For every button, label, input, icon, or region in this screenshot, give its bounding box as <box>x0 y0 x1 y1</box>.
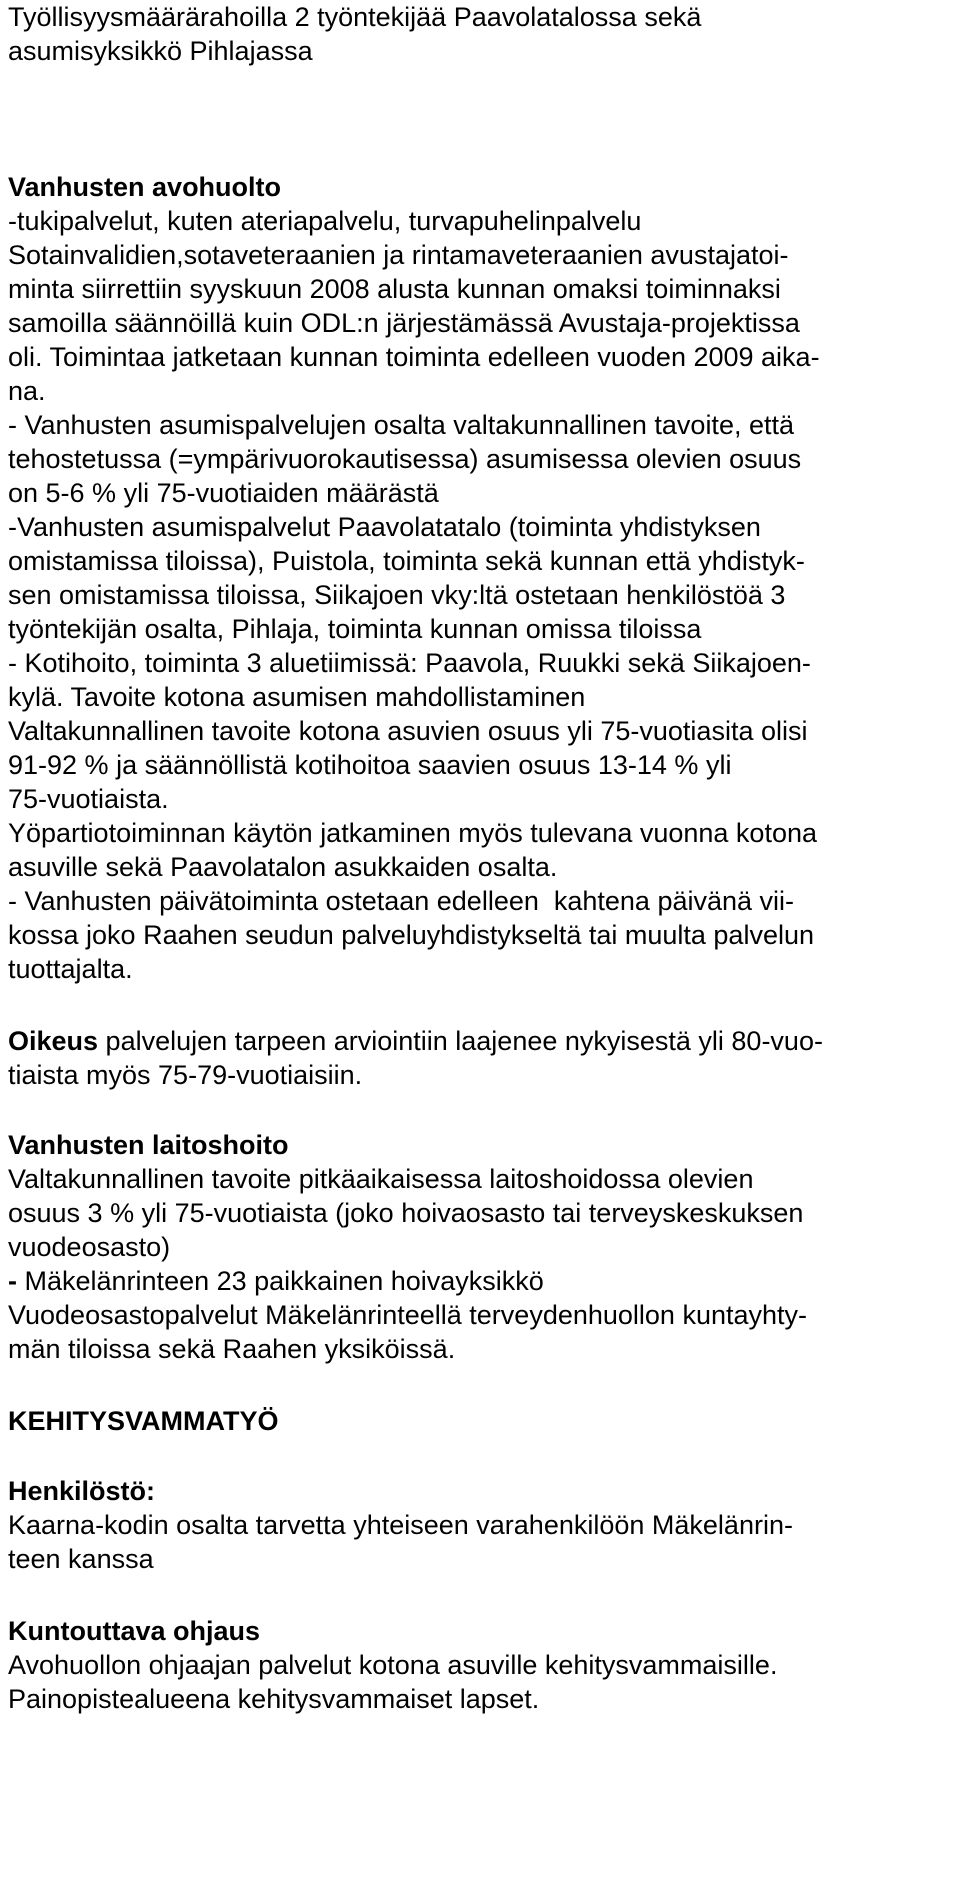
paragraph-line: työntekijän osalta, Pihlaja, toiminta kunnan omissa tiloissa <box>8 614 702 644</box>
paragraph-line: Avohuollon ohjaajan palvelut kotona asuville kehitysvammaisille. <box>8 1650 778 1680</box>
paragraph-line: kylä. Tavoite kotona asumisen mahdollistaminen <box>8 682 586 712</box>
paragraph-line: Sotainvalidien,sotaveteraanien ja rintamaveteraanien avustajatoi- <box>8 240 789 270</box>
oikeus-line-2: tiaista myös 75-79-vuotiaisiin. <box>8 1060 363 1090</box>
heading-henkilosto: Henkilöstö: <box>8 1476 156 1506</box>
paragraph-line: - Vanhusten asumispalvelujen osalta valtakunnallinen tavoite, että <box>8 410 794 440</box>
laitoshoito-bullet-line <box>8 1264 544 1298</box>
paragraph-line: minta siirrettiin syyskuun 2008 alusta kunnan omaksi toiminnaksi <box>8 274 781 304</box>
paragraph-line: samoilla säännöillä kuin ODL:n järjestämässä Avustaja-projektissa <box>8 308 800 338</box>
paragraph-line: kossa joko Raahen seudun palveluyhdistykseltä tai muulta palvelun <box>8 920 814 950</box>
paragraph-line: Valtakunnallinen tavoite pitkäaikaisessa laitoshoidossa olevien <box>8 1164 754 1194</box>
paragraph-line: Valtakunnallinen tavoite kotona asuvien osuus yli 75-vuotiasita olisi <box>8 716 808 746</box>
paragraph-line: Yöpartiotoiminnan käytön jatkaminen myös tulevana vuonna kotona <box>8 818 817 848</box>
paragraph-line: Vuodeosastopalvelut Mäkelänrinteellä terveydenhuollon kuntayhty- <box>8 1300 808 1330</box>
paragraph-line: tuottajalta. <box>8 954 133 984</box>
oikeus-line-1 <box>8 1024 823 1058</box>
paragraph-line: Painopistealueena kehitysvammaiset lapset. <box>8 1684 540 1714</box>
paragraph-line: teen kanssa <box>8 1544 154 1574</box>
paragraph-line: omistamissa tiloissa), Puistola, toiminta sekä kunnan että yhdistyk- <box>8 546 805 576</box>
paragraph-line: sen omistamissa tiloissa, Siikajoen vky:ltä ostetaan henkilöstöä 3 <box>8 580 786 610</box>
paragraph-line: 91-92 % ja säännöllistä kotihoitoa saavien osuus 13-14 % yli <box>8 750 732 780</box>
paragraph-line: asuville sekä Paavolatalon asukkaiden osalta. <box>8 852 558 882</box>
paragraph-line: män tiloissa sekä Raahen yksiköissä. <box>8 1334 456 1364</box>
paragraph-line: -Vanhusten asumispalvelut Paavolatatalo (toiminta yhdistyksen <box>8 512 761 542</box>
heading-vanhusten-avohuolto: Vanhusten avohuolto <box>8 172 282 202</box>
paragraph-line: - Vanhusten päivätoiminta ostetaan edelleen kahtena päivänä vii- <box>8 886 795 916</box>
bullet-text: Mäkelänrinteen 23 paikkainen hoivayksikkö <box>17 1266 544 1296</box>
oikeus-line-1-text: palvelujen tarpeen arviointiin laajenee nykyisestä yli 80-vuo- <box>98 1026 823 1056</box>
bullet-dash: - <box>8 1266 17 1296</box>
paragraph-line: -tukipalvelut, kuten ateriapalvelu, turvapuhelinpalvelu <box>8 206 642 236</box>
paragraph-line: 75-vuotiaista. <box>8 784 169 814</box>
paragraph-line: Kaarna-kodin osalta tarvetta yhteiseen varahenkilöön Mäkelänrin- <box>8 1510 793 1540</box>
heading-kehitysvammatyo: KEHITYSVAMMATYÖ <box>8 1406 279 1436</box>
paragraph-line: osuus 3 % yli 75-vuotiaista (joko hoivaosasto tai terveyskeskuksen <box>8 1198 804 1228</box>
paragraph-line: tehostetussa (=ympärivuorokautisessa) asumisessa olevien osuus <box>8 444 802 474</box>
heading-kuntouttava-ohjaus: Kuntouttava ohjaus <box>8 1616 261 1646</box>
paragraph-line: on 5-6 % yli 75-vuotiaiden määrästä <box>8 478 439 508</box>
paragraph-line: oli. Toimintaa jatketaan kunnan toiminta edelleen vuoden 2009 aika- <box>8 342 820 372</box>
intro-line-1: Työllisyysmäärärahoilla 2 työntekijää Paavolatalossa sekä <box>8 2 702 32</box>
intro-line-2: asumisyksikkö Pihlajassa <box>8 36 313 66</box>
paragraph-line: vuodeosasto) <box>8 1232 171 1262</box>
paragraph-line: - Kotihoito, toiminta 3 aluetiimissä: Paavola, Ruukki sekä Siikajoen- <box>8 648 811 678</box>
paragraph-line: na. <box>8 376 46 406</box>
oikeus-bold-word: Oikeus <box>8 1026 99 1056</box>
heading-vanhusten-laitoshoito: Vanhusten laitoshoito <box>8 1130 289 1160</box>
